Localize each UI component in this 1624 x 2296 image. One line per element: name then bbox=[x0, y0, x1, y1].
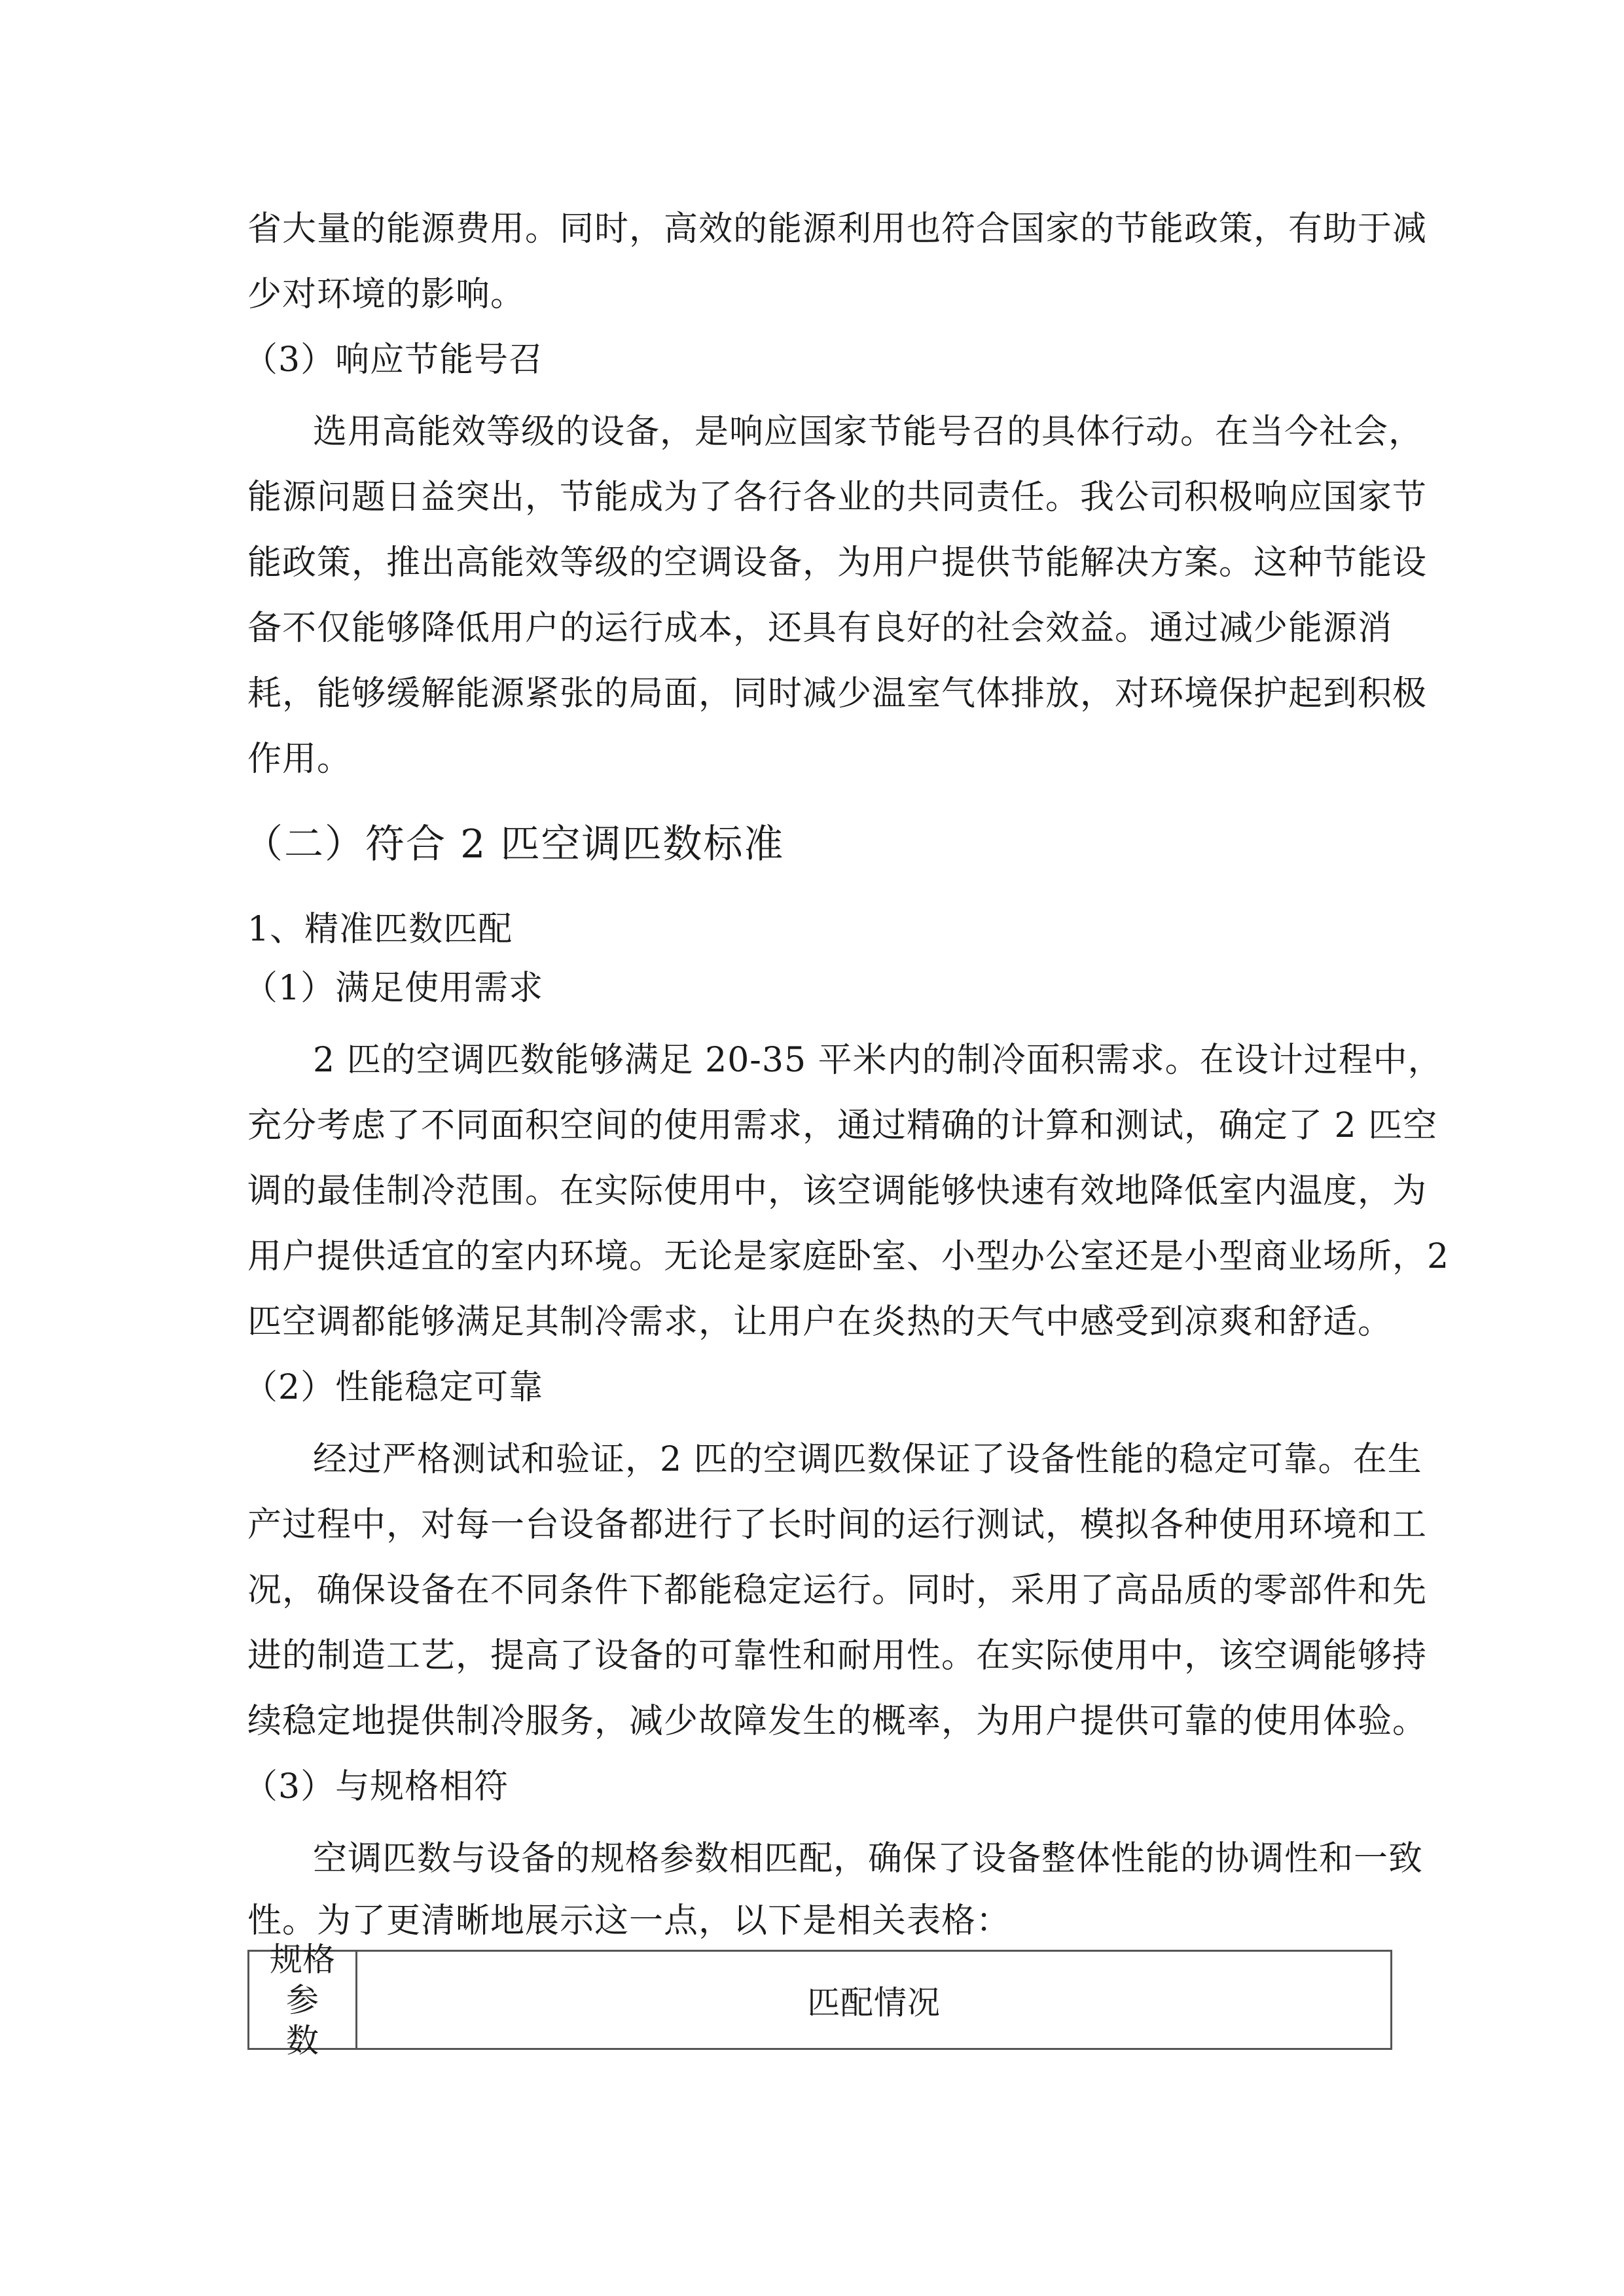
paragraph-line: 能源问题日益突出，节能成为了各行各业的共同责任。我公司积极响应国家节 bbox=[247, 478, 1428, 517]
table-header-spec bbox=[249, 1940, 357, 2060]
paragraph-line: 性。为了更清晰地展示这一点，以下是相关表格： bbox=[247, 1901, 1011, 1941]
paragraph-line: 经过严格测试和验证，2 匹的空调匹数保证了设备性能的稳定可靠。在生 bbox=[313, 1440, 1422, 1479]
paragraph-line: 选用高能效等级的设备，是响应国家节能号召的具体行动。在当今社会， bbox=[313, 412, 1424, 452]
subheading: （2）性能稳定可靠 bbox=[244, 1368, 544, 1407]
paragraph-line: 2 匹的空调匹数能够满足 20-35 平米内的制冷面积需求。在设计过程中， bbox=[313, 1041, 1443, 1080]
paragraph-line: 调的最佳制冷范围。在实际使用中，该空调能够快速有效地降低室内温度，为 bbox=[247, 1172, 1428, 1211]
table-header-match: 匹配情况 bbox=[807, 1983, 941, 2022]
paragraph-line: 续稳定地提供制冷服务，减少故障发生的概率，为用户提供可靠的使用体验。 bbox=[247, 1702, 1428, 1741]
paragraph-line: 作用。 bbox=[247, 740, 352, 779]
table-header-spec-line2: 数 bbox=[286, 2021, 319, 2060]
subheading: 1、精准匹数匹配 bbox=[247, 910, 513, 949]
table-header-spec-line1: 规格参 bbox=[270, 1940, 335, 2019]
spec-table bbox=[247, 1940, 1392, 2060]
section-heading: （二）符合 2 匹空调匹数标准 bbox=[244, 821, 785, 867]
paragraph-line: 匹空调都能够满足其制冷需求，让用户在炎热的天气中感受到凉爽和舒适。 bbox=[247, 1302, 1393, 1342]
paragraph-line: 备不仅能够降低用户的运行成本，还具有良好的社会效益。通过减少能源消 bbox=[247, 609, 1393, 648]
paragraph-line: 省大量的能源费用。同时，高效的能源利用也符合国家的节能政策，有助于减 bbox=[247, 209, 1428, 249]
subheading: （3）与规格相符 bbox=[244, 1767, 509, 1806]
paragraph-line: 用户提供适宜的室内环境。无论是家庭卧室、小型办公室还是小型商业场所，2 bbox=[247, 1237, 1450, 1276]
paragraph-line: 况，确保设备在不同条件下都能稳定运行。同时，采用了高品质的零部件和先 bbox=[247, 1571, 1428, 1610]
paragraph-line: 进的制造工艺，提高了设备的可靠性和耐用性。在实际使用中，该空调能够持 bbox=[247, 1636, 1428, 1676]
paragraph-line: 能政策，推出高能效等级的空调设备，为用户提供节能解决方案。这种节能设 bbox=[247, 543, 1428, 583]
paragraph-line: 少对环境的影响。 bbox=[247, 275, 526, 314]
paragraph-line: 产过程中，对每一台设备都进行了长时间的运行测试，模拟各种使用环境和工 bbox=[247, 1505, 1428, 1545]
subheading: （1）满足使用需求 bbox=[244, 969, 544, 1008]
paragraph-line: 充分考虑了不同面积空间的使用需求，通过精确的计算和测试，确定了 2 匹空 bbox=[247, 1106, 1438, 1145]
subheading: （3）响应节能号召 bbox=[244, 340, 544, 380]
paragraph-line: 空调匹数与设备的规格参数相匹配，确保了设备整体性能的协调性和一致 bbox=[313, 1839, 1424, 1878]
paragraph-line: 耗，能够缓解能源紧张的局面，同时减少温室气体排放，对环境保护起到积极 bbox=[247, 674, 1428, 713]
